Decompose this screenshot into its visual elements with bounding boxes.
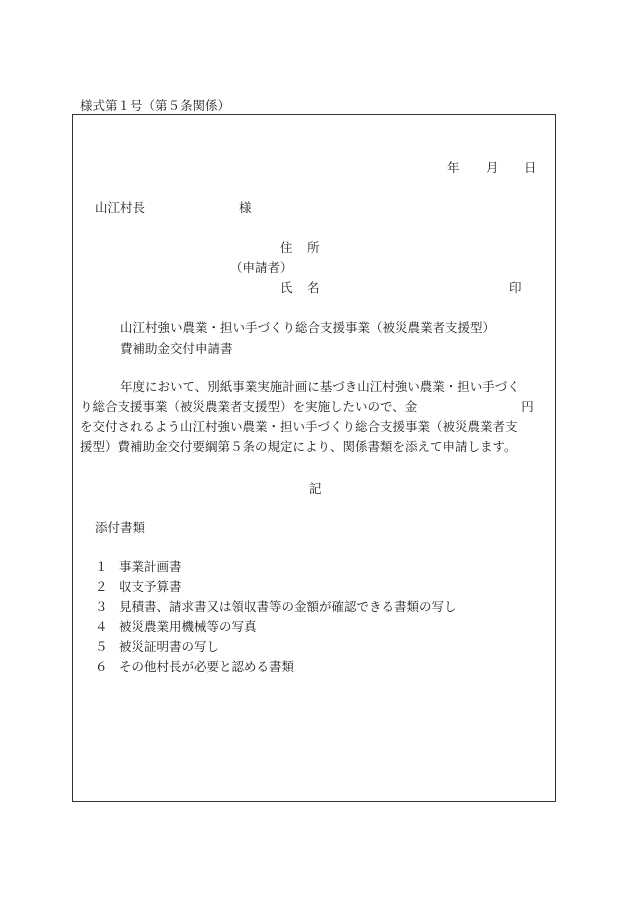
honorific: 様 <box>239 200 252 215</box>
list-item <box>95 597 457 617</box>
list-item-text: 事業計画書 <box>119 559 182 574</box>
recipient: 山江村長 <box>95 200 146 215</box>
list-item-text: 見積書、請求書又は領収書等の金額が確認できる書類の写し <box>119 599 457 614</box>
list-item <box>95 637 457 657</box>
date-month-label: 月 <box>486 160 499 175</box>
form-number: 様式第１号（第５条関係） <box>80 98 231 113</box>
list-item-number: ４ <box>95 619 108 634</box>
body-line-1: 年度において、別紙事業実施計画に基づき山江村強い農業・担い手づく <box>120 379 520 394</box>
attachments-title: 添付書類 <box>95 520 146 535</box>
list-item-text: 被災農業用機械等の写真 <box>119 619 257 634</box>
list-item-number: １ <box>95 559 108 574</box>
list-item-number: ６ <box>95 659 108 674</box>
date-year-label: 年 <box>447 160 460 175</box>
list-item-text: 被災証明書の写し <box>119 639 220 654</box>
list-item-text: その他村長が必要と認める書類 <box>119 659 295 674</box>
list-item-text: 収支予算書 <box>119 579 182 594</box>
name-label-char-2: 名 <box>307 280 320 295</box>
name-label <box>280 278 334 296</box>
seal-mark: 印 <box>509 280 522 295</box>
body-line-2 <box>80 397 552 417</box>
list-item-number: ２ <box>95 579 108 594</box>
body-line-4: 援型）費補助金交付要綱第５条の規定により、関係書類を添えて申請します。 <box>80 439 517 454</box>
subject-line-1: 山江村強い農業・担い手づくり総合支援事業（被災農業者支援型） <box>120 320 496 335</box>
list-item <box>95 617 457 637</box>
address-label <box>280 238 334 256</box>
form-frame <box>72 114 556 802</box>
body-line-3: を交付されるよう山江村強い農業・担い手づくり総合支援事業（被災農業者支 <box>80 419 518 434</box>
applicant-role-label: （申請者） <box>230 260 293 275</box>
body-line-2-text: り総合支援事業（被災農業者支援型）を実施したいので、金 <box>80 399 418 414</box>
address-label-char-1: 住 <box>280 240 293 255</box>
list-item <box>95 577 457 597</box>
list-item <box>95 657 457 677</box>
date-day-label: 日 <box>524 160 537 175</box>
list-item <box>95 557 457 577</box>
subject-line-2: 費補助金交付申請書 <box>120 341 233 356</box>
yen-label: 円 <box>521 399 534 414</box>
list-item-number: ３ <box>95 599 108 614</box>
application-body <box>80 377 552 457</box>
name-label-char-1: 氏 <box>280 280 293 295</box>
note-heading: 記 <box>309 481 322 496</box>
list-item-number: ５ <box>95 639 108 654</box>
address-label-char-2: 所 <box>307 240 320 255</box>
attachments-list <box>95 557 457 677</box>
